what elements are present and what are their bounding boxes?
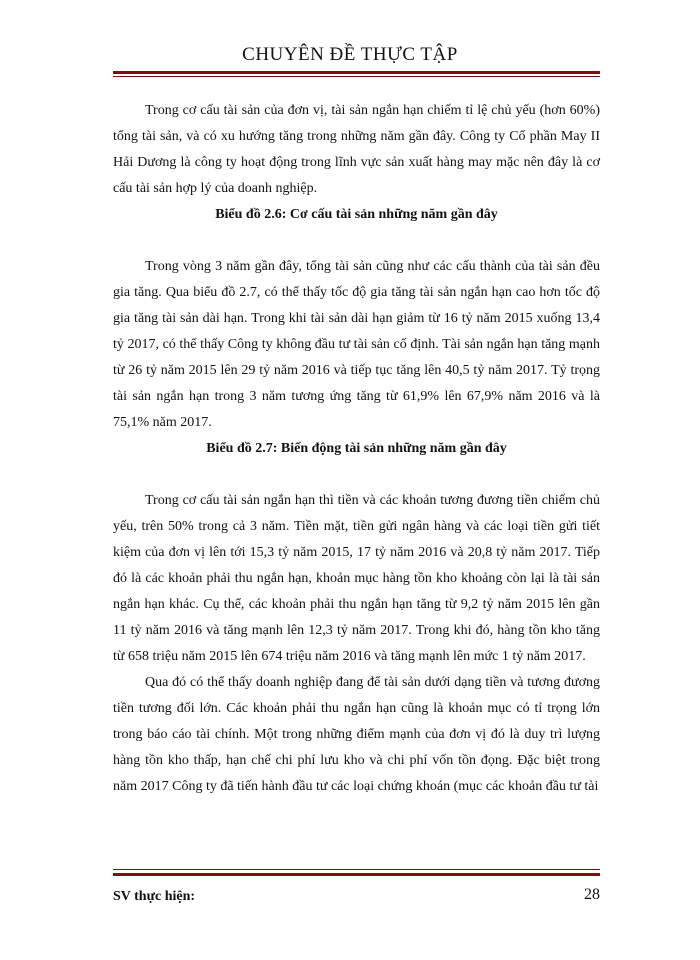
header-rule-thin [113, 76, 600, 77]
page-header-title: CHUYÊN ĐỀ THỰC TẬP [242, 44, 458, 65]
footer-author-label: SV thực hiện: [113, 889, 196, 904]
page-body [113, 98, 600, 800]
paragraph-1: Trong cơ cấu tài sản của đơn vị, tài sản ngắn hạn chiếm tỉ lệ chủ yếu (hơn 60%) tổng tài sản, và có xu hướng tăng trong những năm gần đây. Công ty Cổ phần May II Hải Dương là công ty hoạt động trong lĩnh vực sản xuất hàng may mặc nên đây là cơ cấu tài sản hợp lý của doanh nghiệp. [113, 103, 600, 196]
page-number: 28 [584, 886, 600, 903]
paragraph-4: Qua đó có thể thấy doanh nghiệp đang để tài sản dưới dạng tiền và tương đương tiền tương đối lớn. Các khoản phải thu ngắn hạn cũng là khoản mục có tỉ trọng lớn trong báo cáo tài chính. Một trong những điểm mạnh của đơn vị đó là duy trì lượng hàng tồn kho thấp, hạn chế chi phí lưu kho và chi phí vốn tồn đọng. Đặc biệt trong năm 2017 Công ty đã tiến hành đầu tư các loại chứng khoán (mục các khoản đầu tư tài [113, 675, 600, 794]
paragraph-2: Trong vòng 3 năm gần đây, tổng tài sản cũng như các cấu thành của tài sản đều gia tăng. Qua biểu đồ 2.7, có thể thấy tốc độ gia tăng tài sản ngắn hạn cao hơn tốc độ gia tăng tài sản dài hạn. Trong khi tài sản dài hạn giảm từ 16 tỷ năm 2015 xuống 13,4 tỷ 2017, có thể thấy Công ty không đầu tư tài sản cố định. Tài sản ngắn hạn tăng mạnh từ 26 tỷ năm 2015 lên 29 tỷ năm 2016 và tiếp tục tăng lên 40,5 tỷ năm 2017. Tỷ trọng tài sản ngắn hạn trong 3 năm tương ứng tăng từ 61,9% lên 67,9% năm 2016 và là 75,1% năm 2017. [113, 259, 600, 430]
footer-rule-thick [113, 873, 600, 876]
figure-caption-2-7: Biểu đồ 2.7: Biến động tài sản những năm gần đây [206, 441, 507, 456]
footer-rule-thin [113, 869, 600, 870]
figure-caption-2-6: Biểu đồ 2.6: Cơ cấu tài sản những năm gần đây [215, 207, 498, 222]
figure-placeholder-2-6 [113, 228, 600, 254]
paragraph-3: Trong cơ cấu tài sản ngắn hạn thì tiền và các khoản tương đương tiền chiếm chủ yếu, trên 50% trong cả 3 năm. Tiền mặt, tiền gửi ngân hàng và các loại tiền gửi tiết kiệm của đơn vị lên tới 15,3 tỷ năm 2015, 17 tỷ năm 2016 và 20,8 tỷ năm 2017. Tiếp đó là các khoản phải thu ngắn hạn, khoản mục hàng tồn kho khoảng còn lại là tài sản ngắn hạn khác. Cụ thể, các khoản phải thu ngắn hạn tăng từ 9,2 tỷ năm 2015 lên gần 11 tỷ năm 2016 và tăng mạnh lên 12,3 tỷ năm 2017. Trong khi đó, hàng tồn kho tăng từ 658 triệu năm 2015 lên 674 triệu năm 2016 và tăng mạnh lên mức 1 tỷ năm 2017. [113, 493, 600, 664]
figure-placeholder-2-7 [113, 462, 600, 488]
header-rule-thick [113, 71, 600, 74]
